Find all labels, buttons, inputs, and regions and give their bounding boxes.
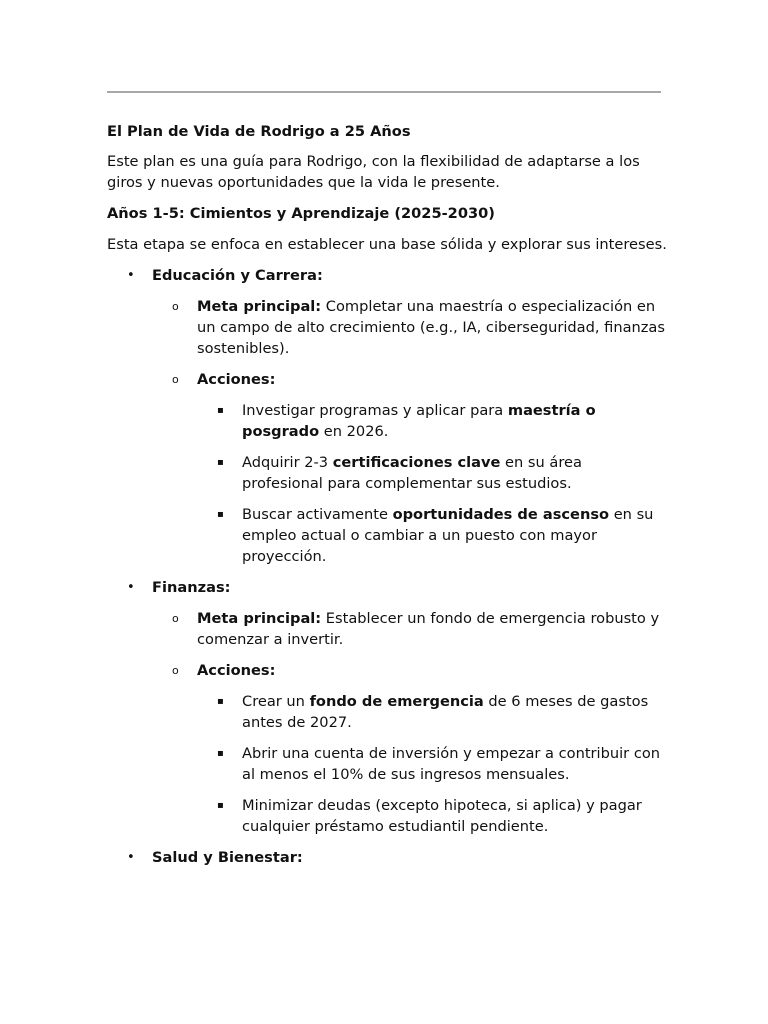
action-text: Buscar activamente <box>242 506 393 523</box>
goal-label: Meta principal: <box>197 610 322 627</box>
horizontal-rule <box>107 91 661 93</box>
document-body <box>107 121 667 878</box>
circle-marker: o <box>172 373 179 386</box>
actions-list <box>197 691 667 837</box>
sub-list <box>152 608 667 837</box>
action-emphasis: maestría o posgrado <box>242 402 596 440</box>
list-item-goal <box>152 296 667 359</box>
list-item-action <box>197 452 667 494</box>
section-heading: Años 1-5: Cimientos y Aprendizaje (2025-2030) <box>107 205 495 222</box>
actions-list <box>197 400 667 567</box>
square-marker: ▪ <box>217 457 224 468</box>
square-marker: ▪ <box>217 800 224 811</box>
bullet-marker: • <box>127 850 135 865</box>
action-emphasis: certificaciones clave <box>332 454 501 471</box>
list-item-action <box>197 504 667 567</box>
action-text-tail: en su empleo actual o cambiar a un puesto con mayor proyección. <box>242 506 654 565</box>
section-description: Esta etapa se enfoca en establecer una base sólida y explorar sus intereses. <box>107 236 667 253</box>
square-marker: ▪ <box>217 405 224 416</box>
list-item-goal <box>152 608 667 650</box>
action-text: Abrir una cuenta de inversión y empezar a contribuir con al menos el 10% de sus ingresos mensuales. <box>242 745 661 783</box>
list-item-action <box>197 795 667 837</box>
goal-label: Meta principal: <box>197 298 322 315</box>
list-item-finances <box>107 577 667 837</box>
action-text: Adquirir 2-3 <box>242 454 333 471</box>
square-marker: ▪ <box>217 696 224 707</box>
list-item-actions <box>152 660 667 837</box>
actions-label: Acciones: <box>197 662 276 679</box>
circle-marker: o <box>172 612 179 625</box>
action-text: Minimizar deudas (excepto hipoteca, si aplica) y pagar cualquier préstamo estudiantil pendiente. <box>242 797 642 835</box>
action-text-tail: de 6 meses de gastos antes de 2027. <box>242 693 649 731</box>
circle-marker: o <box>172 664 179 677</box>
list-item-actions <box>152 369 667 567</box>
action-emphasis: oportunidades de ascenso <box>392 506 610 523</box>
goal-text: Establecer un fondo de emergencia robusto y comenzar a invertir. <box>197 610 660 648</box>
action-emphasis: fondo de emergencia <box>309 693 484 710</box>
circle-marker: o <box>172 300 179 313</box>
goal-text: Completar una maestría o especialización en un campo de alto crecimiento (e.g., IA, ciberseguridad, finanzas sostenibles). <box>197 298 665 357</box>
bullet-marker: • <box>127 268 135 283</box>
action-text-tail: en su área profesional para complementar sus estudios. <box>242 454 582 492</box>
list-item-health-wellbeing <box>107 847 667 868</box>
square-marker: ▪ <box>217 748 224 759</box>
intro-paragraph: Este plan es una guía para Rodrigo, con la flexibilidad de adaptarse a los giros y nuevas oportunidades que la vida le presente. <box>107 153 640 191</box>
square-marker: ▪ <box>217 509 224 520</box>
bullet-marker: • <box>127 580 135 595</box>
action-text-tail: en 2026. <box>319 423 389 440</box>
action-text: Crear un <box>242 693 310 710</box>
document-title: El Plan de Vida de Rodrigo a 25 Años <box>107 123 411 140</box>
sub-list <box>152 296 667 567</box>
list-item-action <box>197 400 667 442</box>
category-list <box>107 265 667 868</box>
list-item-action <box>197 691 667 733</box>
category-label: Educación y Carrera: <box>152 267 323 284</box>
list-item-education-career <box>107 265 667 567</box>
actions-label: Acciones: <box>197 371 276 388</box>
action-text: Investigar programas y aplicar para <box>242 402 508 419</box>
list-item-action <box>197 743 667 785</box>
category-label: Salud y Bienestar: <box>152 849 303 866</box>
category-label: Finanzas: <box>152 579 231 596</box>
